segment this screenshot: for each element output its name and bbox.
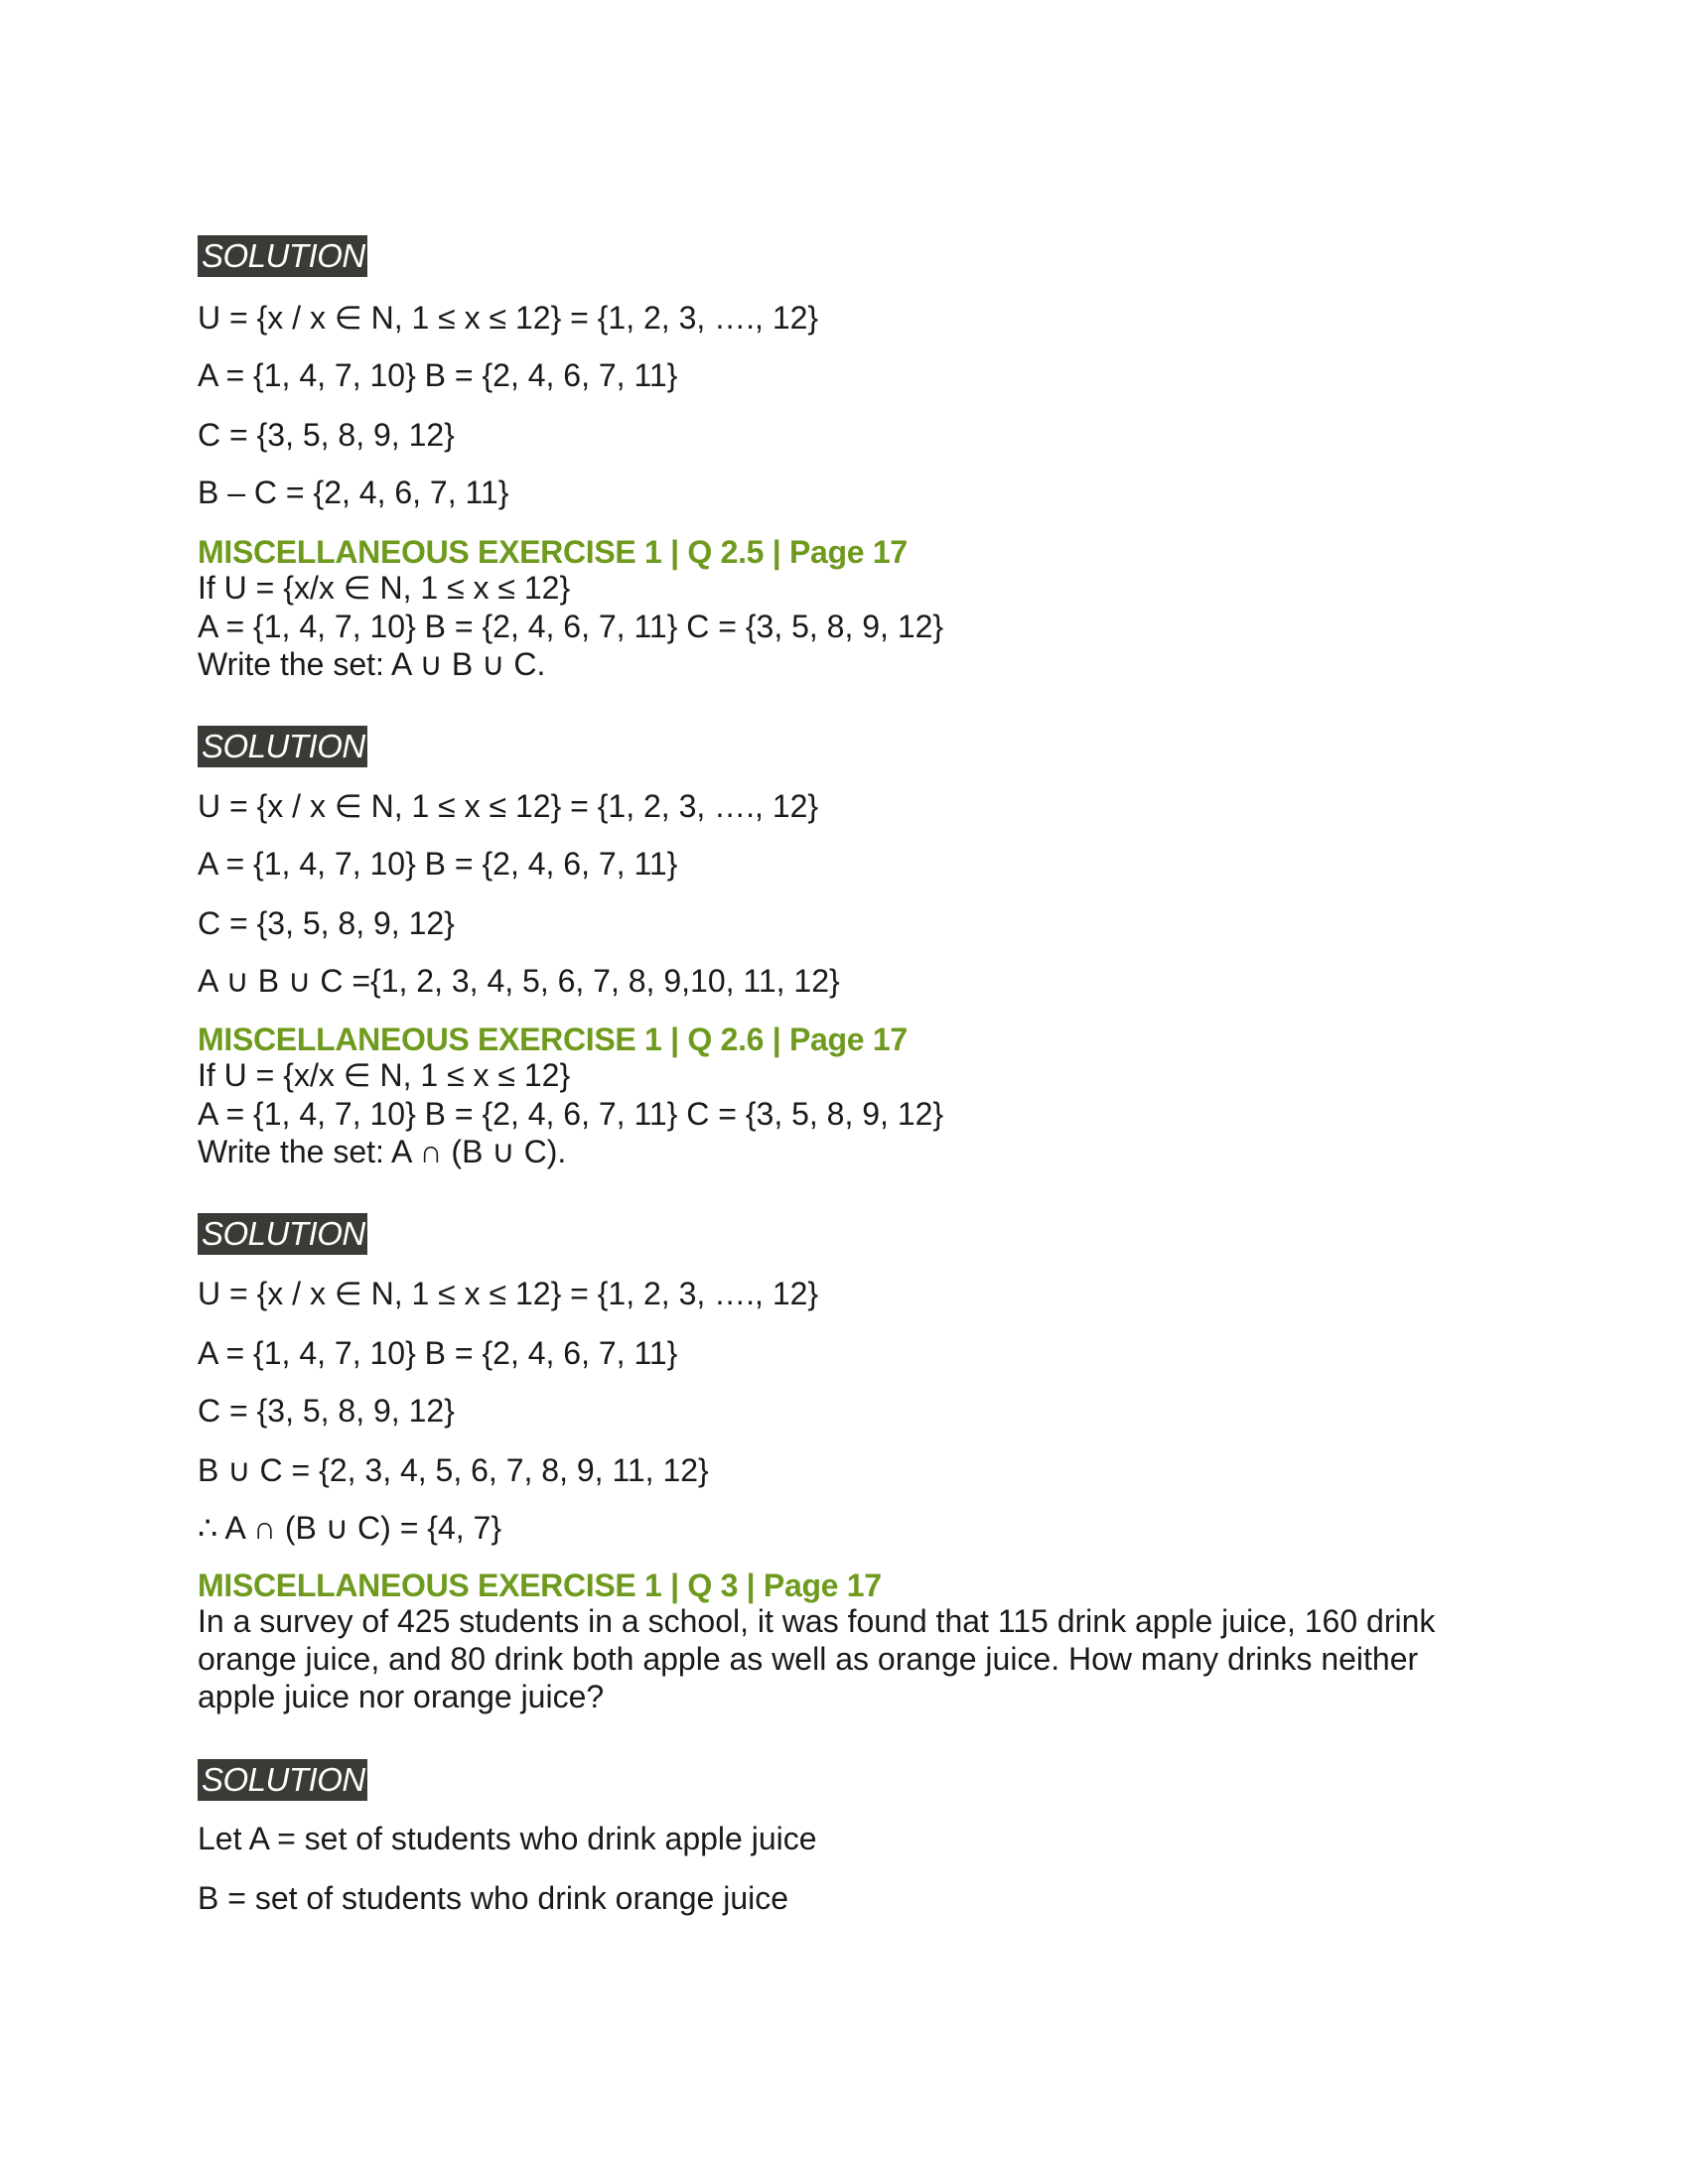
question-line: If U = {x/x ∈ N, 1 ≤ x ≤ 12}	[198, 1057, 571, 1093]
solution-section	[198, 726, 1488, 767]
solution-line: ∴ A ∩ (B ∪ C) = {4, 7}	[198, 1510, 502, 1546]
solution-line: U = {x / x ∈ N, 1 ≤ x ≤ 12} = {1, 2, 3, …., 12}	[198, 788, 819, 824]
solution-label: SOLUTION	[198, 726, 367, 767]
solution-section	[198, 1213, 1488, 1255]
solution-label: SOLUTION	[198, 235, 367, 277]
solution-section	[198, 235, 1488, 277]
solution-line: Let A = set of students who drink apple juice	[198, 1821, 817, 1856]
question-line: If U = {x/x ∈ N, 1 ≤ x ≤ 12}	[198, 570, 571, 606]
solution-line: A ∪ B ∪ C ={1, 2, 3, 4, 5, 6, 7, 8, 9,10, 11, 12}	[198, 963, 840, 999]
solution-section	[198, 1759, 1488, 1801]
question-line: A = {1, 4, 7, 10} B = {2, 4, 6, 7, 11} C = {3, 5, 8, 9, 12}	[198, 1096, 944, 1132]
question-line: Write the set: A ∪ B ∪ C.	[198, 646, 546, 682]
solution-line: B – C = {2, 4, 6, 7, 11}	[198, 475, 509, 510]
solution-line: A = {1, 4, 7, 10} B = {2, 4, 6, 7, 11}	[198, 1335, 678, 1371]
solution-label: SOLUTION	[198, 1759, 367, 1801]
solution-line: B = set of students who drink orange juice	[198, 1880, 789, 1916]
solution-line: C = {3, 5, 8, 9, 12}	[198, 417, 455, 453]
solution-line: A = {1, 4, 7, 10} B = {2, 4, 6, 7, 11}	[198, 846, 678, 882]
question-heading: MISCELLANEOUS EXERCISE 1 | Q 3 | Page 17	[198, 1568, 882, 1603]
question-line: A = {1, 4, 7, 10} B = {2, 4, 6, 7, 11} C = {3, 5, 8, 9, 12}	[198, 609, 944, 644]
solution-line: A = {1, 4, 7, 10} B = {2, 4, 6, 7, 11}	[198, 357, 678, 393]
question-heading: MISCELLANEOUS EXERCISE 1 | Q 2.5 | Page 17	[198, 534, 908, 570]
solution-line: B ∪ C = {2, 3, 4, 5, 6, 7, 8, 9, 11, 12}	[198, 1452, 709, 1488]
question-heading: MISCELLANEOUS EXERCISE 1 | Q 2.6 | Page 17	[198, 1022, 908, 1057]
question-paragraph: In a survey of 425 students in a school, it was found that 115 drink apple juice, 160 drink orange juice, and 80 drink both apple as well as orange juice. How many drinks neither apple juice nor orange juice?	[198, 1603, 1436, 1714]
solution-label: SOLUTION	[198, 1213, 367, 1255]
solution-line: U = {x / x ∈ N, 1 ≤ x ≤ 12} = {1, 2, 3, …., 12}	[198, 300, 819, 336]
question-line: Write the set: A ∩ (B ∪ C).	[198, 1134, 567, 1169]
solution-line: C = {3, 5, 8, 9, 12}	[198, 1393, 455, 1429]
solution-line: U = {x / x ∈ N, 1 ≤ x ≤ 12} = {1, 2, 3, …., 12}	[198, 1276, 819, 1311]
solution-line: C = {3, 5, 8, 9, 12}	[198, 905, 455, 941]
